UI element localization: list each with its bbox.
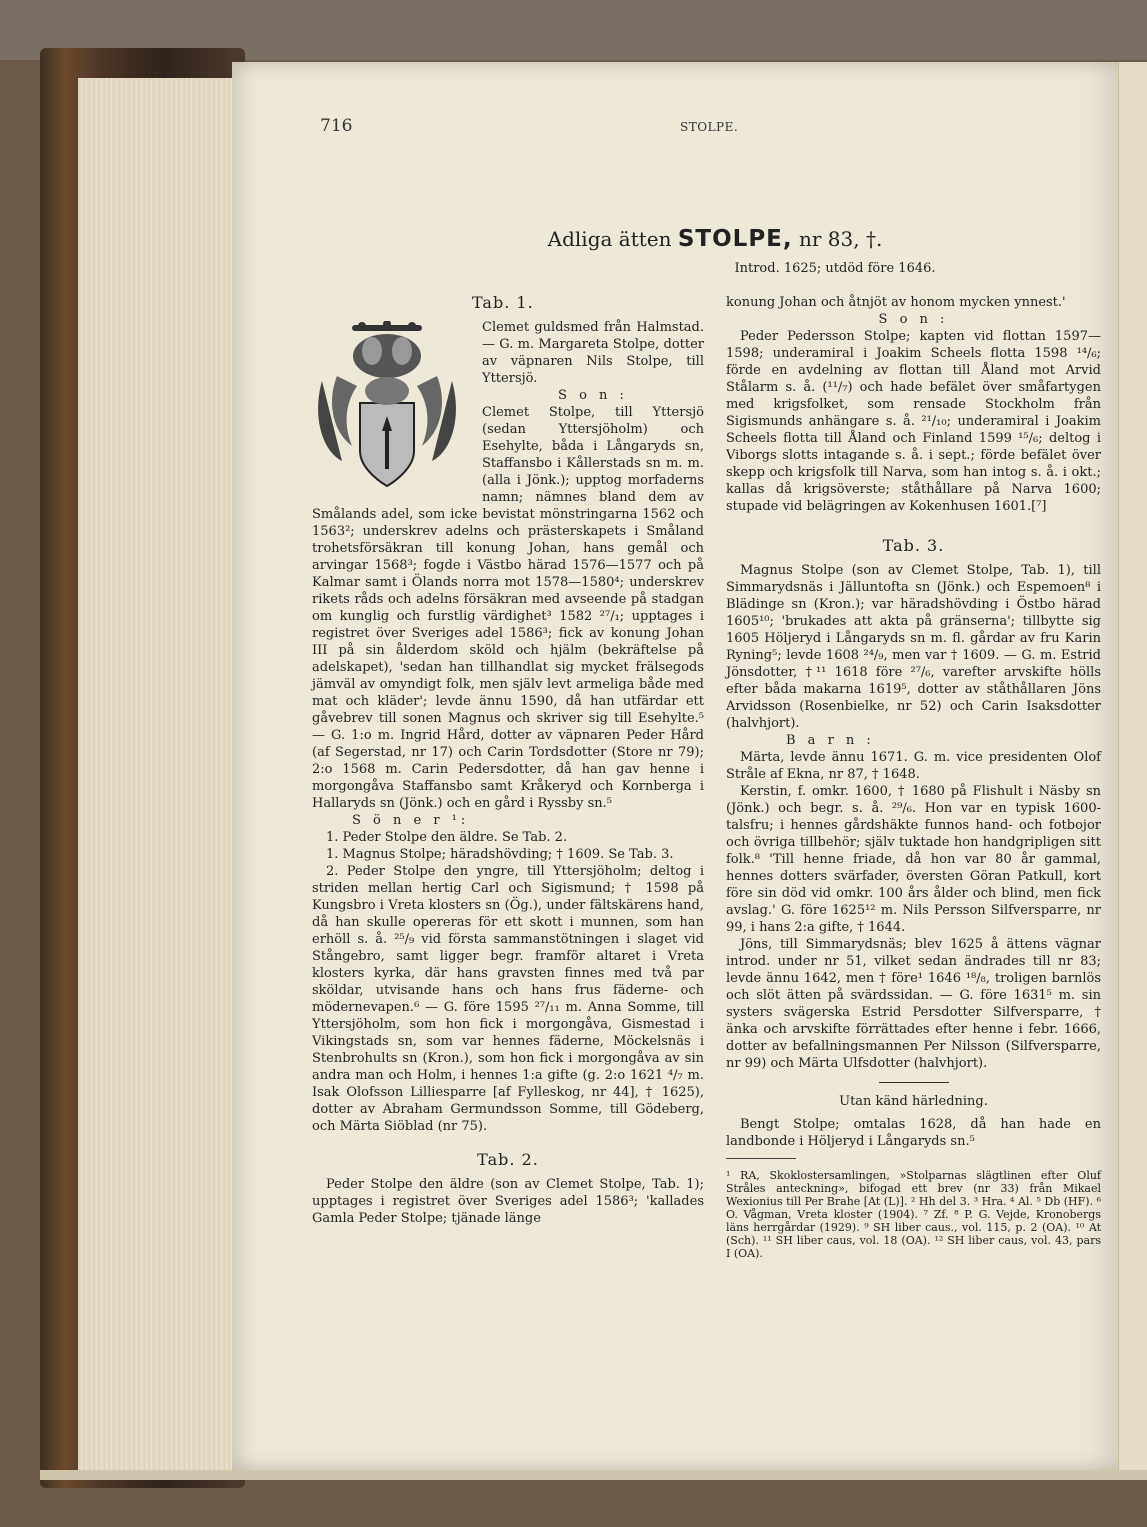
son-entry-1: 1. Peder Stolpe den äldre. Se Tab. 2.	[326, 830, 568, 845]
continued-text: konung Johan och åtnjöt av honom mycken ynnest.'	[726, 295, 1066, 310]
sons-label: S ö n e r ¹:	[352, 813, 470, 828]
son-entry-3: 2. Peder Stolpe den yngre, till Yttersjöholm; deltog i striden mellan hertig Carl och Sigismund; † 1598 på Kungsbro i Vreta klosters sn (Ög.), under fältskärens hand, då han skulle opereras för ett skott i munnen, som han erhöll s. å. ²⁵/₉ vid första sammanstötningen i slaget vid Stångebro, samt ligger begr. framför altaret i Vreta klosters kyrka, där hans gravsten finnes med två par sköldar, utvisande hans och hans frus fäderne- och mödernevapen.⁶ — G. före 1595 ²⁷/₁₁ m. Anna Somme, till Yttersjöholm, som hon fick i morgongåva, Gismestad i Vikingstads sn, som var hennes fäderne, Möckelsnäs i Stenbrohults sn (Kron.), som hon fick i morgongåva av sin andra man och Holm, i hennes 1:a gifte (g. 2:o 1621 ⁴/₇ m. Isak Olofsson Lilliesparre [af Fylleskog, nr 44], † 1625), dotter av Abraham Germundsson Somme, till Gödeberg, och Märta Siöblad (nr 75).	[312, 864, 704, 1134]
tab3-heading: Tab. 3.	[882, 536, 945, 555]
left-column	[312, 290, 704, 1227]
footnote-divider	[726, 1158, 796, 1159]
footnotes: ¹ RA, Skoklostersamlingen, »Stolparnas slägtlinen efter Oluf Stråles anteckning», bifogad ett brev (nr 33) från Mikael Wexionius till Per Brahe [At (L)]. ² Hh del 3. ³ Hra. ⁴ Al. ⁵ Db (HF). ⁶ O. Vågman, Vreta kloster (1904). ⁷ Zf. ⁸ P. G. Vejde, Kronobergs läns herrgårdar (1929). ⁹ SH liber caus., vol. 115, p. 2 (OA). ¹⁰ At (Sch). ¹¹ SH liber caus, vol. 18 (OA). ¹² SH liber caus, vol. 43, pars I (OA).	[726, 1169, 1101, 1260]
coat-of-arms-icon	[312, 321, 462, 493]
jons-entry: Jöns, till Simmarydsnäs; blev 1625 å ättens vägnar introd. under nr 51, vilket sedan ändrades till nr 83; levde ännu 1642, men † före¹ 1646 ¹⁸/₈, troligen barnlös och slöt ätten på svärdssidan. — G. före 1631⁵ m. sin systers svägerska Estrid Persdotter Silfversparre, † änka och arvskifte förrättades efter henne i febr. 1666, dotter av befallningsmannen Per Nilsson (Silfversparre, nr 99) och Märta Ulfsdotter (halvhjort).	[726, 937, 1101, 1071]
family-title	[320, 226, 1110, 252]
tab2-heading: Tab. 2.	[477, 1150, 539, 1169]
unknown-heading: Utan känd härledning.	[839, 1094, 988, 1109]
title-name: STOLPE,	[677, 226, 793, 252]
right-column	[726, 290, 1101, 1260]
section-divider	[879, 1082, 949, 1083]
son-entry-2: 1. Magnus Stolpe; häradshövding; † 1609. Se Tab. 3.	[326, 847, 674, 862]
page-number: 716	[320, 116, 353, 136]
tab1-heading: Tab. 1.	[472, 293, 534, 312]
page-edges	[78, 78, 239, 1478]
running-title: STOLPE.	[680, 120, 739, 134]
kerstin-entry: Kerstin, f. omkr. 1600, † 1680 på Flishult i Näsby sn (Jönk.) och begr. s. å. ²⁹/₆. Hon var en typisk 1600-talsfru; i hennes gårdshäkte funnos hand- och fotbojor och övriga tillbehör; själv tuktade hon handgripligen sitt folk.⁸ 'Till henne friade, då hon var 80 år gammal, hennes dotters svärfader, översten Göran Patkull, kort före sin död vid omkr. 100 års ålder och blind, men fick avslag.' G. före 1625¹² m. Nils Persson Silfversparre, nr 99, i hans 2:a gifte, † 1644.	[726, 784, 1101, 935]
marta-entry: Märta, levde ännu 1671. G. m. vice presidenten Olof Stråle af Ekna, nr 87, † 1648.	[726, 750, 1101, 782]
founder-text: Clemet guldsmed från Halmstad. — G. m. Margareta Stolpe, dotter av väpnaren Nils Stolpe, till Yttersjö.	[482, 320, 704, 386]
book-bottom-edge	[40, 1470, 1147, 1480]
tab2-entry: Peder Stolpe den äldre (son av Clemet Stolpe, Tab. 1); upptages i registret över Sveriges adel 1586³; 'kallades Gamla Peder Stolpe; tjänade länge	[312, 1177, 704, 1226]
son-label: S o n :	[558, 388, 628, 403]
coat-of-arms	[312, 321, 472, 496]
right-son-label: S o n :	[878, 312, 949, 327]
peder-entry: Peder Pedersson Stolpe; kapten vid flottan 1597—1598; underamiral i Joakim Scheels flotta 1598 ¹⁴/₆; förde en avdelning av flottan till Åland mot Arvid Stålarm s. å. (¹¹/₇) och hade befälet över småfartygen med krigsfolket, som rensade Stockholm från Sigismunds anhängare s. å. ²¹/₁₀; underamiral i Joakim Scheels flotta till Åland och Finland 1599 ¹⁵/₆; deltog i Viborgs slotts intagande s. å. i sept.; förde befälet över skepp och krigsfolk till Narva, som han intog s. å. i okt.; kallas då krigsöverste; ståthållare på Narva 1600; stupade vid belägringen av Kokenhusen 1601.[⁷]	[726, 329, 1101, 514]
facing-page-edge	[1118, 62, 1147, 1470]
magnus-entry: Magnus Stolpe (son av Clemet Stolpe, Tab. 1), till Simmarydsnäs i Jälluntofta sn (Jönk.) och Espemoen⁸ i Blädinge sn (Kron.); var häradshövding i Östbo härad 1605¹⁰; 'brukades att akta på gränserna'; tillbytte sig 1605 Höljeryd i Långaryds sn m. fl. gårdar av fru Karin Ryning⁵; levde 1608 ²⁴/₉, men var † 1609. — G. m. Estrid Jönsdotter, †¹¹ 1618 före ²⁷/₆, varefter arvskifte hölls efter båda makarna 1619⁵, dotter av ståthållaren Jöns Arvidsson (Rosenbielke, nr 52) och Carin Isaksdotter (halvhjort).	[726, 563, 1101, 731]
title-prefix: Adliga ätten	[547, 227, 678, 251]
children-label: B a r n :	[786, 733, 875, 748]
bengt-entry: Bengt Stolpe; omtalas 1628, då han hade en landbonde i Höljeryd i Långaryds sn.⁵	[726, 1117, 1101, 1149]
clemet-entry: Clemet Stolpe, till Yttersjö (sedan Yttersjöholm) och Esehylte, båda i Långaryds sn, Staffansbo i Kållerstads sn m. m. (alla i Jönk.); upptog morfaderns namn; nämnes bland dem av Smålands adel, som icke bevistat mönstringarna 1562 och 1563²; underskrev adelns och prästerskapets i Småland trohetsförsäkran till konung Johan, hans gemål och arvingar 1568³; fogde i Västbo härad 1576—1577 och på Kalmar samt i Ölands norra mot 1578—1580⁴; underskrev rikets råds och adelns försäkran med avseende på stadgan om kunglig och furstlig värdighet³ 1582 ²⁷/₁; upptages i registret över Sveriges adel 1586³; fick av konung Johan III på sin ålderdom sköld och hjälm (bekräftelse på adelskapet), 'sedan han tillhandlat sig mycket frälsegods jämväl av omyndigt folk, men själv levt armeliga både med mat och kläder'; levde ännu 1590, då han utfärdar ett gåvebrev till sonen Magnus och skriver sig till Esehylte.⁵ — G. 1:o m. Ingrid Hård, dotter av väpnaren Peder Hård (af Segerstad, nr 17) och Carin Tordsdotter (Store nr 79); 2:o 1568 m. Carin Pedersdotter, då han gav henne i morgongåva Staffansbo samt Kråkeryd och Kornberga i Hallaryds sn (Jönk.) och en gård i Ryssby sn.⁵	[312, 405, 704, 811]
title-suffix: nr 83, †.	[792, 227, 883, 251]
subtitle: Introd. 1625; utdöd före 1646.	[734, 261, 936, 276]
